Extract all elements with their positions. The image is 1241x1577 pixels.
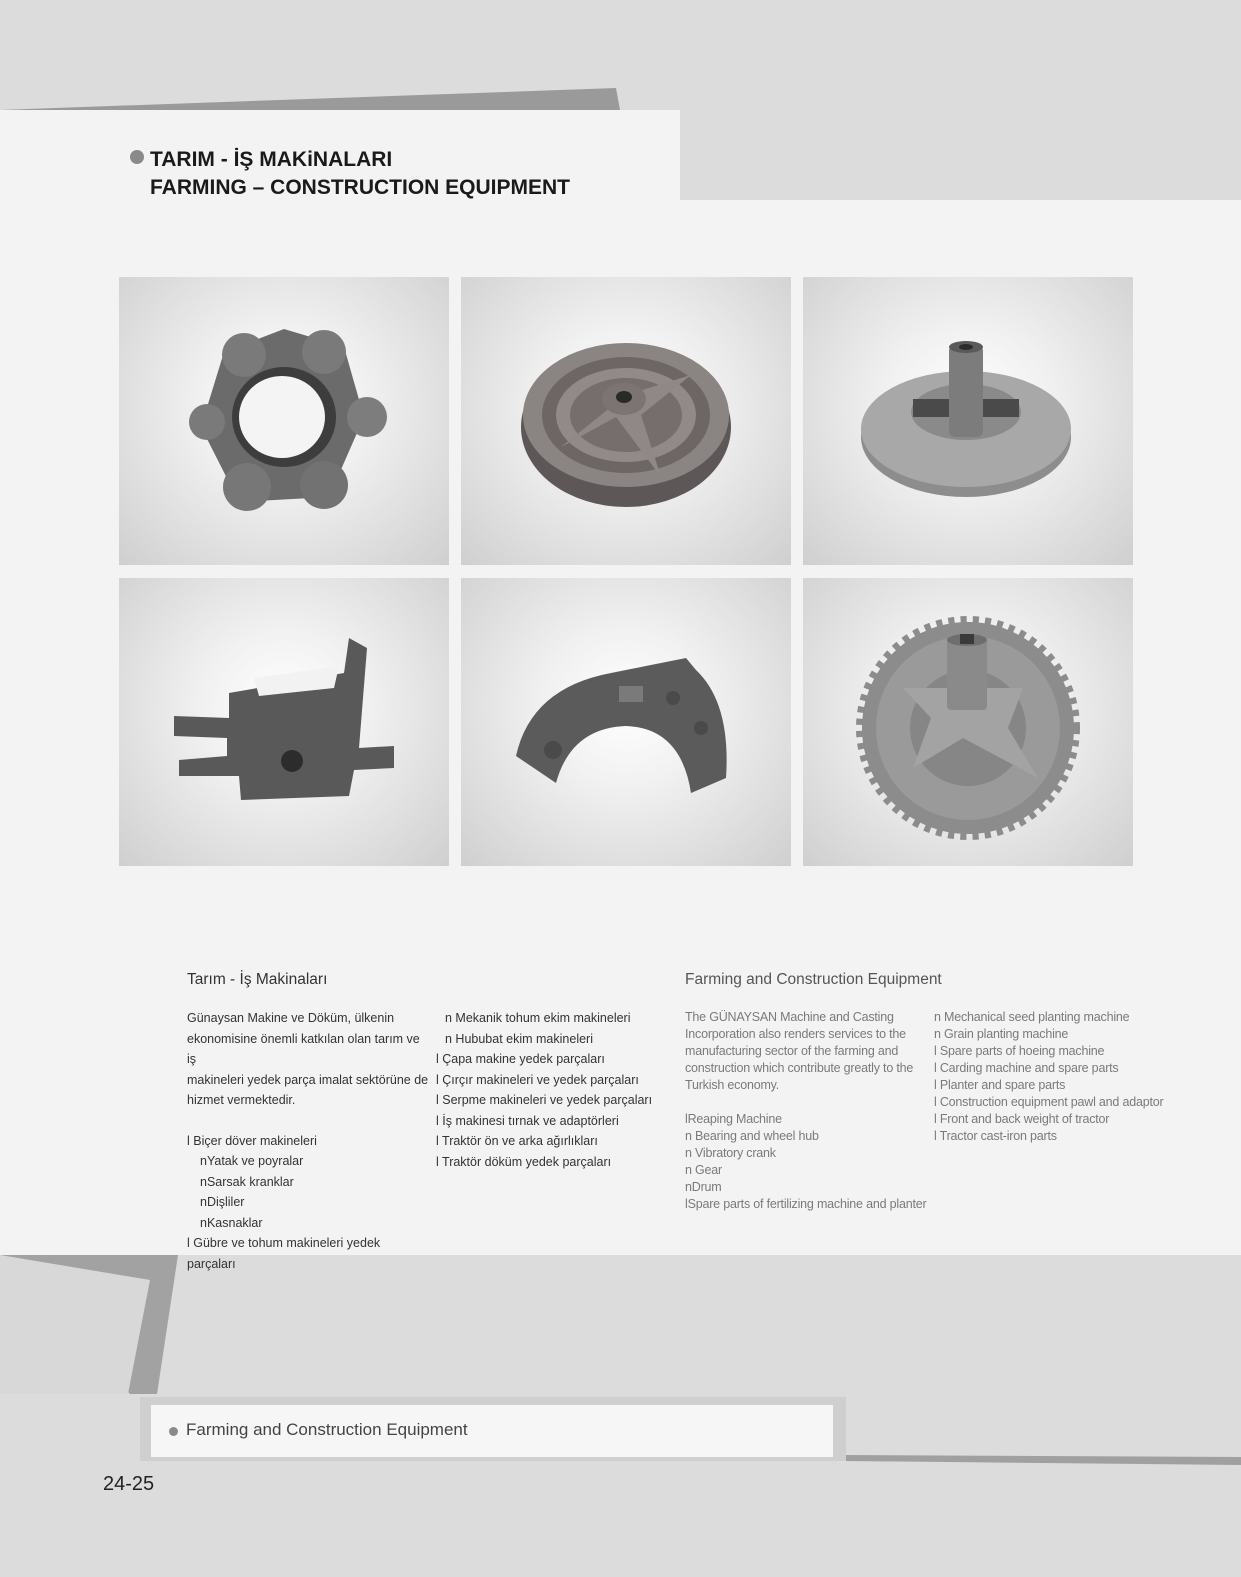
english-section-title: Farming and Construction Equipment (685, 971, 942, 988)
text-line: l Front and back weight of tractor (934, 1112, 1110, 1126)
text-line: l İş makinesi tırnak ve adaptörleri (436, 1113, 619, 1128)
footer-label: Farming and Construction Equipment (186, 1420, 468, 1439)
text-line: manufacturing sector of the farming and (685, 1044, 899, 1058)
footer-bullet-icon (169, 1427, 178, 1436)
text-line: Incorporation also renders services to the (685, 1027, 906, 1041)
text-line: l Spare parts of hoeing machine (934, 1044, 1105, 1058)
text-line: construction which contribute greatly to the (685, 1061, 914, 1075)
text-line: n Mekanik tohum ekim makineleri (445, 1011, 631, 1025)
turkish-column-2 (436, 1008, 666, 1172)
text-line: l Biçer döver makineleri (187, 1133, 317, 1148)
turkish-column-1 (187, 1008, 432, 1274)
heading-title-tr: TARIM - İŞ MAKiNALARI (150, 148, 393, 171)
text-line: lReaping Machine (685, 1112, 782, 1126)
text-line: l Carding machine and spare parts (934, 1061, 1119, 1075)
text-line: l Serpme makineleri ve yedek parçaları (436, 1093, 653, 1107)
text-line: nYatak ve poyralar (200, 1154, 304, 1168)
text-line: n Vibratory crank (685, 1146, 776, 1160)
text-line: n Gear (685, 1163, 723, 1177)
text-line: n Grain planting machine (934, 1027, 1069, 1041)
text-line: n Hububat ekim makineleri (445, 1031, 593, 1046)
paragraph-gap (187, 1111, 432, 1131)
text-line: n Bearing and wheel hub (685, 1129, 819, 1143)
heading-title-en: FARMING – CONSTRUCTION EQUIPMENT (150, 176, 571, 199)
text-line: n Mechanical seed planting machine (934, 1010, 1130, 1024)
english-column-2 (934, 1009, 1169, 1145)
text-line: l Çırçır makineleri ve yedek parçaları (436, 1072, 639, 1087)
text-line: ekonomisine önemli katkılan olan tarım ve iş (187, 1031, 420, 1066)
text-line: nDrum (685, 1180, 722, 1194)
footer-banner (151, 1405, 833, 1457)
photo-bracket (119, 578, 449, 866)
text-line: l Tractor cast-iron parts (934, 1129, 1057, 1143)
photo-sprocket-gear (803, 578, 1133, 866)
text-line: l Traktör döküm yedek parçaları (436, 1154, 612, 1169)
text-line: lSpare parts of fertilizing machine and planter (685, 1197, 927, 1211)
turkish-section-title: Tarım - İş Makinaları (187, 971, 328, 988)
english-column-1 (685, 1009, 930, 1213)
text-line: l Construction equipment pawl and adaptor (934, 1095, 1164, 1109)
text-line: l Planter and spare parts (934, 1078, 1066, 1092)
photo-tractor-weight (461, 578, 791, 866)
text-line: Turkish economy. (685, 1078, 780, 1092)
text-line: l Çapa makine yedek parçaları (436, 1052, 605, 1066)
photo-disc-hub (803, 277, 1133, 565)
text-line: l Traktör ön ve arka ağırlıkları (436, 1134, 598, 1148)
text-line: hizmet vermektedir. (187, 1093, 296, 1107)
text-line: Günaysan Makine ve Döküm, ülkenin (187, 1011, 395, 1025)
text-line: nSarsak kranklar (200, 1174, 294, 1189)
text-line: l Gübre ve tohum makineleri yedek parçaları (187, 1236, 381, 1271)
text-line: nKasnaklar (200, 1215, 263, 1230)
page-number: 24-25 (103, 1473, 155, 1495)
text-line: nDişliler (200, 1195, 245, 1209)
heading-bullet-icon (130, 150, 144, 164)
text-line: The GÜNAYSAN Machine and Casting (685, 1010, 894, 1024)
paragraph-gap (685, 1094, 930, 1111)
photo-hex-nut (119, 277, 449, 565)
photo-pulley (461, 277, 791, 565)
text-line: makineleri yedek parça imalat sektörüne de (187, 1072, 429, 1087)
